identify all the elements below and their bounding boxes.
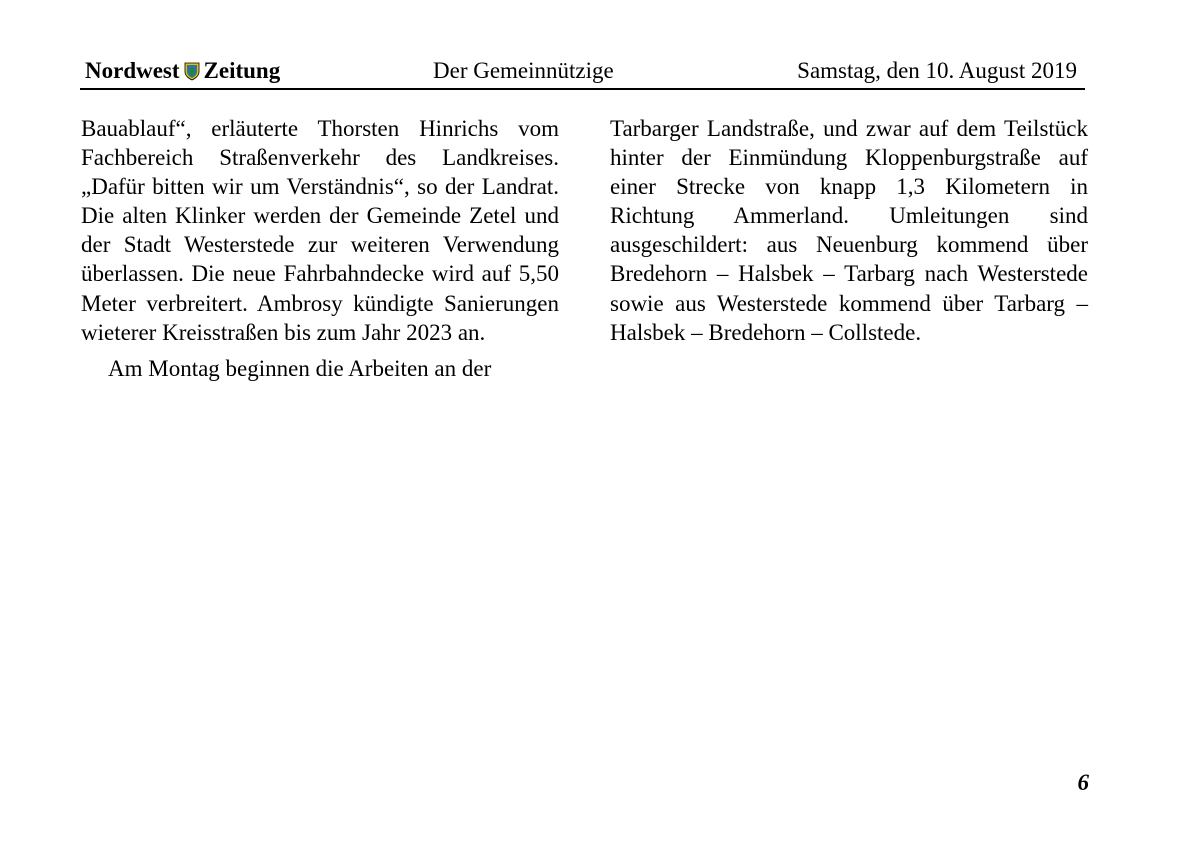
- article-column-left: [81, 114, 559, 383]
- page-number: 6: [1077, 770, 1089, 795]
- masthead-word-left: Nordwest: [85, 58, 180, 83]
- article-column-right: [610, 114, 1088, 347]
- article-paragraph: Tarbarger Landstraße, und zwar auf dem Teilstück hinter der Einmündung Kloppenburgstraße auf einer Strecke von knapp 1,3 Kilometern in Richtung Ammerland. Umleitungen sind ausgeschildert: aus Neuenburg kommend über Bredehorn – Halsbek – Tarbarg nach Westerstede sowie aus Westerstede kommend über Tarbarg – Halsbek – Bredehorn – Collstede.: [610, 116, 1088, 345]
- newspaper-masthead: [85, 58, 280, 84]
- page-header: [85, 58, 1085, 90]
- article-paragraph: Bauablauf“, erläuterte Thorsten Hinrichs vom Fachbereich Straßenverkehr des Landkreises. „Dafür bitten wir um Verständnis“, so der Landrat. Die alten Klinker werden der Gemeinde Zetel und der Stadt Westerstede zur weiteren Verwendung überlassen. Die neue Fahrbahndecke wird auf 5,50 Meter verbreitert. Ambrosy kündigte Sanierungen wieterer Kreisstraßen bis zum Jahr 2023 an.: [81, 116, 559, 345]
- coat-of-arms-icon: [184, 62, 200, 81]
- issue-date: Samstag, den 10. August 2019: [797, 58, 1077, 83]
- article-paragraph: Am Montag beginnen die Arbeiten an der: [108, 355, 492, 381]
- header-divider: [80, 88, 1085, 90]
- masthead-word-right: Zeitung: [203, 58, 281, 83]
- section-title: Der Gemeinnützige: [433, 58, 614, 83]
